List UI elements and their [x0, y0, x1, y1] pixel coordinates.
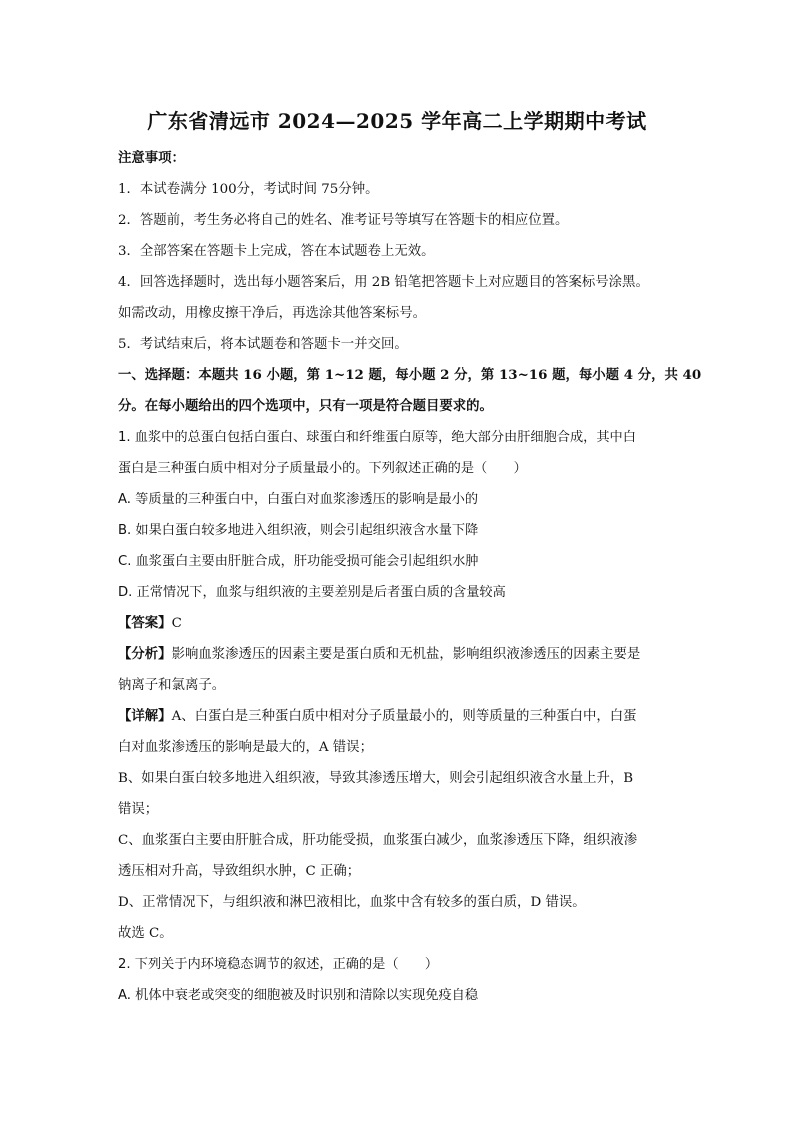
option-a: A. 等质量的三种蛋白中，白蛋白对血浆渗透压的影响是最小的	[118, 492, 479, 507]
notice-item: 1．本试卷满分 100分，考试时间 75分钟。	[118, 182, 379, 197]
detail-conclusion: 故选 C。	[118, 926, 173, 941]
detail-text: C、血浆蛋白主要由肝脏合成，肝功能受损，血浆蛋白减少，血浆渗透压下降，组织液渗	[118, 833, 638, 848]
detail-text: A、白蛋白是三种蛋白质中相对分子质量最小的，则等质量的三种蛋白中，白蛋	[171, 709, 637, 724]
analysis-line	[118, 639, 678, 670]
document-title: 广东省清远市 2024—2025 学年高二上学期期中考试	[147, 109, 647, 133]
analysis-text: 影响血浆渗透压的因素主要是蛋白质和无机盐，影响组织液渗透压的因素主要是	[171, 647, 641, 662]
section-heading: 一、选择题：本题共 16 小题，第 1~12 题，每小题 2 分，第 13~16 题，每小题 4 分，共 40	[118, 367, 702, 383]
question-stem: 1. 血浆中的总蛋白包括白蛋白、球蛋白和纤维蛋白原等，绝大部分由肝细胞合成，其中白	[118, 430, 636, 445]
detail-text: 错误；	[118, 802, 159, 817]
section-heading: 分。在每小题给出的四个选项中，只有一项是符合题目要求的。	[118, 398, 493, 414]
detail-label: 【详解】	[118, 708, 172, 724]
detail-text: 白对血浆渗透压的影响是最大的，A 错误；	[118, 740, 373, 755]
notice-item: 3．全部答案在答题卡上完成，答在本试题卷上无效。	[118, 244, 435, 259]
detail-text: D、正常情况下，与组织液和淋巴液相比，血浆中含有较多的蛋白质，D 错误。	[118, 895, 586, 910]
notice-item: 2．答题前，考生务必将自己的姓名、准考证号等填写在答题卡的相应位置。	[118, 213, 569, 228]
detail-text: B、如果白蛋白较多地进入组织液，导致其渗透压增大，则会引起组织液含水量上升，B	[118, 771, 634, 786]
analysis-label: 【分析】	[118, 646, 172, 662]
notice-heading: 注意事项：	[118, 150, 185, 166]
answer-label: 【答案】	[118, 615, 172, 631]
analysis-text: 钠离子和氯离子。	[118, 678, 226, 693]
answer-line	[118, 608, 678, 639]
option-b: B. 如果白蛋白较多地进入组织液，则会引起组织液含水量下降	[118, 523, 479, 538]
detail-line	[118, 701, 678, 732]
question-stem: 蛋白是三种蛋白质中相对分子质量最小的。下列叙述正确的是（ ）	[118, 461, 527, 476]
notice-item: 如需改动，用橡皮擦干净后，再选涂其他答案标号。	[118, 306, 426, 321]
question-stem: 2. 下列关于内环境稳态调节的叙述，正确的是（ ）	[118, 957, 439, 972]
detail-text: 透压相对升高，导致组织水肿，C 正确；	[118, 864, 361, 879]
option-c: C. 血浆蛋白主要由肝脏合成，肝功能受损可能会引起组织水肿	[118, 554, 479, 569]
answer-value: C	[171, 616, 182, 631]
notice-item: 4．回答选择题时，选出每小题答案后，用 2B 铅笔把答题卡上对应题目的答案标号涂黑。	[118, 275, 649, 290]
option-a: A. 机体中衰老或突变的细胞被及时识别和清除以实现免疫自稳	[118, 988, 479, 1003]
option-d: D. 正常情况下，血浆与组织液的主要差别是后者蛋白质的含量较高	[118, 585, 506, 600]
document-body	[118, 143, 702, 1011]
notice-item: 5．考试结束后，将本试题卷和答题卡一并交回。	[118, 337, 408, 352]
